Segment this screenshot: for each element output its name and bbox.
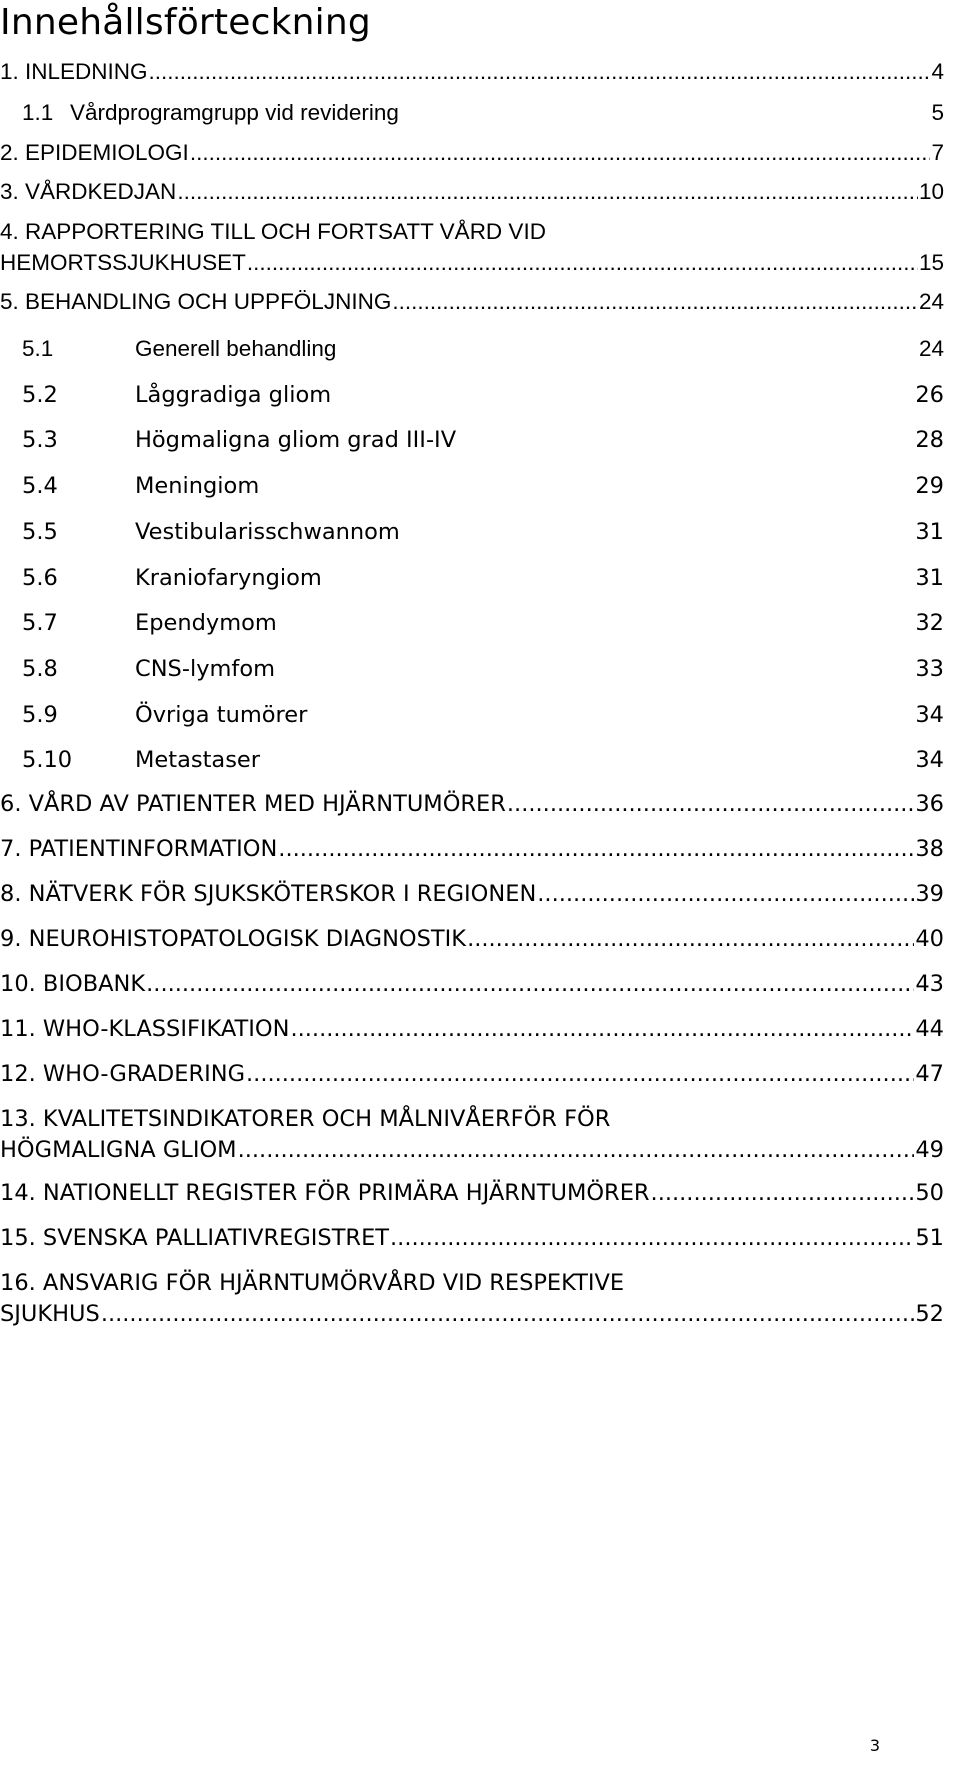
toc-leader-dots: [467, 924, 914, 954]
toc-entry-title: 6. VÅRD AV PATIENTER MED HJÄRNTUMÖRER: [0, 791, 506, 817]
toc-subentry-title: Vårdprogramgrupp vid revidering: [70, 100, 399, 125]
toc-subentry-number: 5.1: [22, 336, 54, 361]
toc-entry-title: 11. WHO-KLASSIFIKATION: [0, 1016, 290, 1042]
toc-entry[interactable]: [0, 834, 944, 864]
toc-subentry[interactable]: [22, 425, 944, 455]
toc-leader-dots: [177, 177, 918, 207]
toc-entry-page: 15: [918, 250, 944, 275]
toc-leader-dots: [238, 1135, 915, 1165]
toc-subentry-title: Högmaligna gliom grad III-IV: [135, 427, 457, 453]
toc-entry-page: 44: [915, 1016, 944, 1042]
toc-subentry-title: Generell behandling: [135, 336, 337, 361]
toc-leader-dots: [278, 834, 914, 864]
toc-leader-dots: [247, 248, 918, 278]
toc-entry-page: 52: [915, 1301, 944, 1327]
toc-entry[interactable]: [0, 924, 944, 954]
toc-leader-dots: [190, 138, 931, 168]
toc-entry[interactable]: [0, 217, 944, 278]
toc-entry[interactable]: [0, 1268, 944, 1329]
page-number: 3: [869, 1736, 880, 1755]
toc-leader-dots: [390, 1223, 914, 1253]
toc-entry-page: 4: [931, 59, 944, 84]
toc-subentry-title: Låggradiga gliom: [135, 382, 332, 408]
toc-entry-title: 8. NÄTVERK FÖR SJUKSKÖTERSKOR I REGIONEN: [0, 881, 537, 907]
toc-leader-dots: [537, 879, 914, 909]
toc-entry-page: 51: [915, 1225, 944, 1251]
toc-subentry[interactable]: [22, 98, 944, 128]
toc-entry-page: 38: [915, 836, 944, 862]
toc-subentry-page: 33: [915, 656, 944, 682]
toc-entry-title: 12. WHO-GRADERING: [0, 1061, 246, 1087]
toc-subentry[interactable]: [22, 380, 944, 410]
toc-entry[interactable]: [0, 1223, 944, 1253]
toc-leader-dots: [507, 789, 914, 819]
toc-leader-dots: [149, 57, 931, 87]
toc-entry[interactable]: [0, 57, 944, 87]
toc-subentry[interactable]: [22, 471, 944, 501]
toc-subentry-title: Vestibularisschwannom: [135, 519, 400, 545]
toc-subentry-page: 28: [915, 427, 944, 453]
toc-entry[interactable]: [0, 138, 944, 168]
toc-entry[interactable]: [0, 789, 944, 819]
toc-entry-title-line2: HEMORTSSJUKHUSET: [0, 250, 246, 275]
toc-entry[interactable]: [0, 969, 944, 999]
toc-leader-dots: [146, 969, 914, 999]
toc-subentry-number: 5.8: [22, 656, 58, 682]
toc-entry-title-line1: 13. KVALITETSINDIKATORER OCH MÅLNIVÅERFÖR FÖR: [0, 1106, 611, 1132]
toc-subentry-title: Meningiom: [135, 473, 260, 499]
toc-subentry[interactable]: [22, 517, 944, 547]
toc-entry-title: 10. BIOBANK: [0, 971, 146, 997]
toc-subentry-number: 5.7: [22, 610, 58, 636]
toc-entry-page: 10: [918, 179, 944, 204]
toc-subentry-page: 32: [915, 610, 944, 636]
toc-subentry-page: 26: [915, 382, 944, 408]
toc-entry[interactable]: [0, 1014, 944, 1044]
toc-entry-title: 14. NATIONELLT REGISTER FÖR PRIMÄRA HJÄRNTUMÖRER: [0, 1180, 650, 1206]
toc-entry-title-line1: 16. ANSVARIG FÖR HJÄRNTUMÖRVÅRD VID RESPEKTIVE: [0, 1270, 625, 1296]
toc-subentry-page: 34: [915, 747, 944, 773]
toc-leader-dots: [101, 1299, 915, 1329]
toc-entry-page: 7: [931, 140, 944, 165]
toc-subentry-page: 31: [915, 565, 944, 591]
toc-entry-page: 40: [915, 926, 944, 952]
toc-subentry-page: 29: [915, 473, 944, 499]
toc-entry-page: 39: [915, 881, 944, 907]
toc-subentry-number: 5.10: [22, 747, 73, 773]
toc-subentry[interactable]: [22, 563, 944, 593]
toc-entry-title-line2: HÖGMALIGNA GLIOM: [0, 1137, 237, 1163]
toc-subentry-page: 5: [931, 100, 944, 125]
toc-entry[interactable]: [0, 1104, 944, 1165]
toc-entry-title: 15. SVENSKA PALLIATIVREGISTRET: [0, 1225, 390, 1251]
toc-entry[interactable]: [0, 287, 944, 317]
toc-subentry[interactable]: [22, 700, 944, 730]
toc-entry[interactable]: [0, 1059, 944, 1089]
toc-subentry-title: Metastaser: [135, 747, 261, 773]
toc-subentry-page: 24: [918, 336, 944, 361]
toc-subentry-number: 5.6: [22, 565, 58, 591]
toc-subentry-number: 5.2: [22, 382, 58, 408]
toc-subentry-title: CNS-lymfom: [135, 656, 276, 682]
toc-subentry-page: 34: [915, 702, 944, 728]
toc-subentry-number: 5.5: [22, 519, 58, 545]
toc-entry-title: 3. VÅRDKEDJAN: [0, 179, 177, 204]
toc-subentry-page: 31: [915, 519, 944, 545]
toc-subentry[interactable]: [22, 334, 944, 364]
toc-subentry-number: 5.9: [22, 702, 58, 728]
toc-entry[interactable]: [0, 879, 944, 909]
toc-entry-page: 47: [915, 1061, 944, 1087]
toc-entry-title: 7. PATIENTINFORMATION: [0, 836, 278, 862]
toc-subentry[interactable]: [22, 745, 944, 775]
toc-subentry-title: Övriga tumörer: [135, 702, 308, 728]
toc-entry-title-line2: SJUKHUS: [0, 1301, 100, 1327]
toc-entry-page: 36: [915, 791, 944, 817]
toc-subentry-number: 5.4: [22, 473, 58, 499]
toc-leader-dots: [651, 1178, 915, 1208]
toc-entry-title: 9. NEUROHISTOPATOLOGISK DIAGNOSTIK: [0, 926, 467, 952]
toc-entry-title: 5. BEHANDLING OCH UPPFÖLJNING: [0, 289, 392, 314]
toc-entry-page: 49: [915, 1137, 944, 1163]
toc-subentry-number: 1.1: [22, 100, 54, 125]
toc-leader-dots: [392, 287, 918, 317]
toc-leader-dots: [246, 1059, 914, 1089]
toc-entry-page: 50: [915, 1180, 944, 1206]
toc-subentry[interactable]: [22, 608, 944, 638]
toc-entry[interactable]: [0, 177, 944, 207]
toc-subentry-title: Kraniofaryngiom: [135, 565, 322, 591]
toc-subentry[interactable]: [22, 654, 944, 684]
toc-entry[interactable]: [0, 1178, 944, 1208]
toc-entry-title: 2. EPIDEMIOLOGI: [0, 140, 189, 165]
toc-leader-dots: [290, 1014, 914, 1044]
toc-entry-page: 24: [918, 289, 944, 314]
toc-subentry-number: 5.3: [22, 427, 58, 453]
toc-subentry-title: Ependymom: [135, 610, 277, 636]
toc-entry-title-line1: 4. RAPPORTERING TILL OCH FORTSATT VÅRD VID: [0, 219, 546, 244]
toc-entry-page: 43: [915, 971, 944, 997]
toc-heading: Innehållsförteckning: [0, 2, 371, 43]
toc-entry-title: 1. INLEDNING: [0, 59, 148, 84]
